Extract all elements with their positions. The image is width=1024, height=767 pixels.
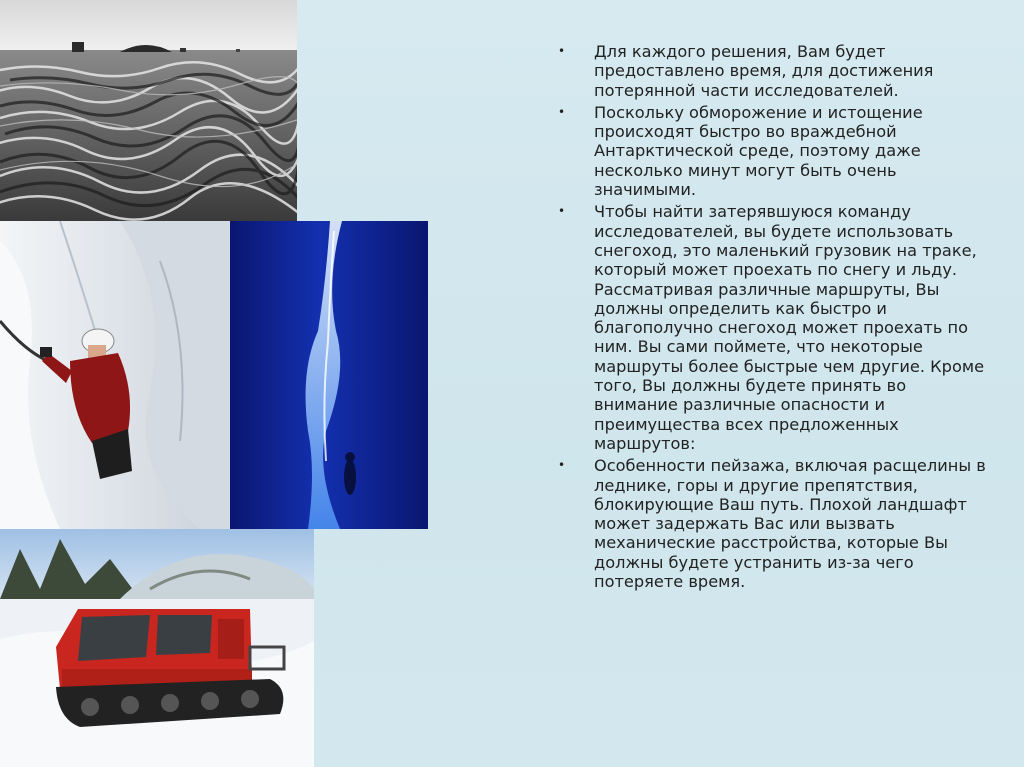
bullet-text: Чтобы найти затерявшуюся команду исследователей, вы будете использовать снегоход, это маленький грузовик на траке, который может проехать по снегу и льду. Рассматривая различные маршруты, Вы должны определить как быстро и благополучно снегоход может проехать по ним. Вы сами поймете, что некоторые маршруты более быстрые чем другие. Кроме того, Вы должны будете принять во внимание различные опасности и преимущества всех предложенных маршрутов:	[594, 202, 985, 453]
bullet-item	[558, 202, 988, 453]
bullet-list	[558, 42, 988, 594]
bullet-dot-icon: •	[558, 204, 566, 219]
bullet-text: Особенности пейзажа, включая расщелины в леднике, горы и другие препятствия, блокирующие Ваш путь. Плохой ландшафт может задержать Вас или вызвать механические расстройства, которые Вы должны будете устранить из-за чего потеряете время.	[594, 456, 986, 592]
bullet-text: Поскольку обморожение и истощение происходят быстро во враждебной Антарктической среде, поэтому даже несколько минут могут быть очень значимыми.	[594, 102, 923, 200]
sastrugi-snowfield-photo	[0, 0, 297, 221]
red-snowcat-photo	[0, 529, 314, 767]
bullet-dot-icon: •	[558, 458, 566, 473]
bullet-item	[558, 42, 988, 100]
bullet-item	[558, 103, 988, 199]
bullet-text: Для каждого решения, Вам будет предоставлено время, для достижения потерянной части исследователей.	[594, 42, 934, 100]
blue-ice-crevasse-photo	[230, 221, 428, 529]
bullet-dot-icon: •	[558, 44, 566, 58]
bullet-dot-icon: •	[558, 104, 566, 119]
crevasse-climber-photo	[0, 221, 230, 529]
bullet-item	[558, 456, 988, 591]
